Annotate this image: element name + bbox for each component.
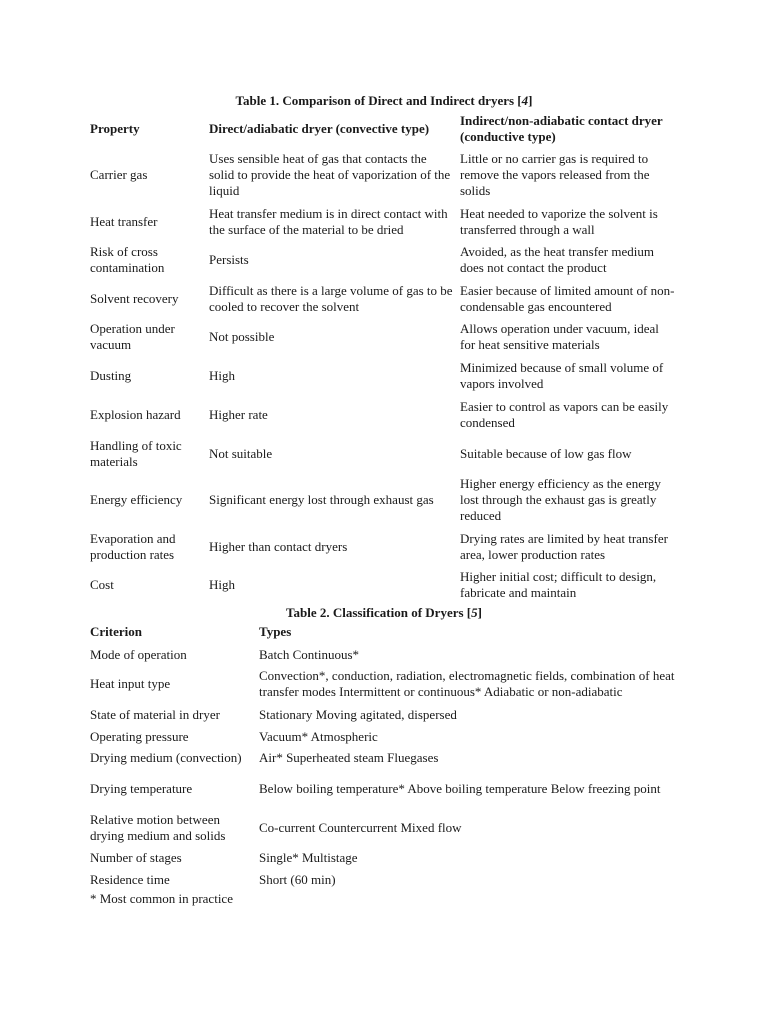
table1-row-6-direct: Higher rate	[209, 407, 268, 422]
table1-row-0-direct: Uses sensible heat of gas that contacts the solid to provide the heat of vaporization of the liquid	[209, 151, 451, 198]
table2-row-5-types: Below boiling temperature* Above boiling temperature Below freezing point	[259, 781, 661, 796]
table1-row-3-indirect: Easier because of limited amount of non-condensable gas encountered	[460, 283, 675, 314]
table1-row-10-direct: High	[209, 577, 235, 592]
table1-row-0-property: Carrier gas	[90, 167, 148, 182]
table2-row-4-types: Air* Superheated steam Fluegases	[259, 750, 439, 765]
table1-header-indirect: Indirect/non-adiabatic contact dryer (conductive type)	[460, 113, 663, 144]
table2-row-3-types: Vacuum* Atmospheric	[259, 729, 378, 744]
table1-row-9-indirect: Drying rates are limited by heat transfer area, lower production rates	[460, 531, 668, 562]
table1-row-7-property: Handling of toxic materials	[90, 438, 182, 469]
table1-row-9-property: Evaporation and production rates	[90, 531, 176, 562]
table1-row-1-direct: Heat transfer medium is in direct contact with the surface of the material to be dried	[209, 206, 448, 237]
table1-row-5-property: Dusting	[90, 368, 132, 383]
table1-header-direct: Direct/adiabatic dryer (convective type)	[209, 121, 430, 136]
table2-row-2-criterion: State of material in dryer	[90, 707, 220, 722]
table1-header-property: Property	[90, 121, 140, 136]
table1-row-4-direct: Not possible	[209, 329, 275, 344]
table2-header-types: Types	[259, 624, 292, 639]
table2-row-4-criterion: Drying medium (convection)	[90, 750, 242, 765]
table1-row-8-direct: Significant energy lost through exhaust gas	[209, 492, 434, 507]
table1-row-7-direct: Not suitable	[209, 446, 273, 461]
table1-row-10-property: Cost	[90, 577, 114, 592]
table1-row-8-property: Energy efficiency	[90, 492, 183, 507]
table1-row-1-property: Heat transfer	[90, 214, 158, 229]
table1-row-3-property: Solvent recovery	[90, 291, 179, 306]
table1-row-5-indirect: Minimized because of small volume of vapors involved	[460, 360, 664, 391]
table2-row-0-criterion: Mode of operation	[90, 647, 187, 662]
table2-row-5-criterion: Drying temperature	[90, 781, 193, 796]
table1-row-6-property: Explosion hazard	[90, 407, 181, 422]
table2-row-7-criterion: Number of stages	[90, 850, 182, 865]
table2-row-8-types: Short (60 min)	[259, 872, 336, 887]
table1-row-7-indirect: Suitable because of low gas flow	[460, 446, 632, 461]
table1-row-4-property: Operation under vacuum	[90, 321, 175, 352]
table1-row-2-indirect: Avoided, as the heat transfer medium does not contact the product	[460, 244, 654, 275]
table2-row-3-criterion: Operating pressure	[90, 729, 189, 744]
table2-title: Table 2. Classification of Dryers [5]	[286, 605, 482, 620]
table2-row-0-types: Batch Continuous*	[259, 647, 360, 662]
table1-row-2-property: Risk of cross contamination	[90, 244, 165, 275]
table2-row-8-criterion: Residence time	[90, 872, 170, 887]
table2-row-6-types: Co-current Countercurrent Mixed flow	[259, 820, 462, 835]
table2-row-2-types: Stationary Moving agitated, dispersed	[259, 707, 457, 722]
table1-row-6-indirect: Easier to control as vapors can be easily condensed	[460, 399, 669, 430]
table1-title: Table 1. Comparison of Direct and Indirect dryers [4]	[235, 93, 533, 108]
table1-row-0-indirect: Little or no carrier gas is required to remove the vapors released from the solids	[460, 151, 650, 198]
table2-row-7-types: Single* Multistage	[259, 850, 358, 865]
table2-row-6-criterion: Relative motion between drying medium and solids	[90, 812, 226, 843]
table2-footnote: * Most common in practice	[90, 891, 233, 906]
table2-row-1-types: Convection*, conduction, radiation, electromagnetic fields, combination of heat transfer modes Intermittent or continuous* Adiabatic or non-adiabatic	[259, 668, 675, 699]
table2-header-criterion: Criterion	[90, 624, 142, 639]
table1-row-4-indirect: Allows operation under vacuum, ideal for heat sensitive materials	[460, 321, 659, 352]
table1-row-10-indirect: Higher initial cost; difficult to design, fabricate and maintain	[460, 569, 657, 600]
table2-row-1-criterion: Heat input type	[90, 676, 171, 691]
table1-row-3-direct: Difficult as there is a large volume of gas to be cooled to recover the solvent	[209, 283, 453, 314]
table1-row-5-direct: High	[209, 368, 235, 383]
table1-row-2-direct: Persists	[209, 252, 249, 267]
table1-row-8-indirect: Higher energy efficiency as the energy lost through the exhaust gas is greatly reduced	[460, 476, 662, 523]
table1-row-9-direct: Higher than contact dryers	[209, 539, 348, 554]
table1-row-1-indirect: Heat needed to vaporize the solvent is transferred through a wall	[460, 206, 658, 237]
